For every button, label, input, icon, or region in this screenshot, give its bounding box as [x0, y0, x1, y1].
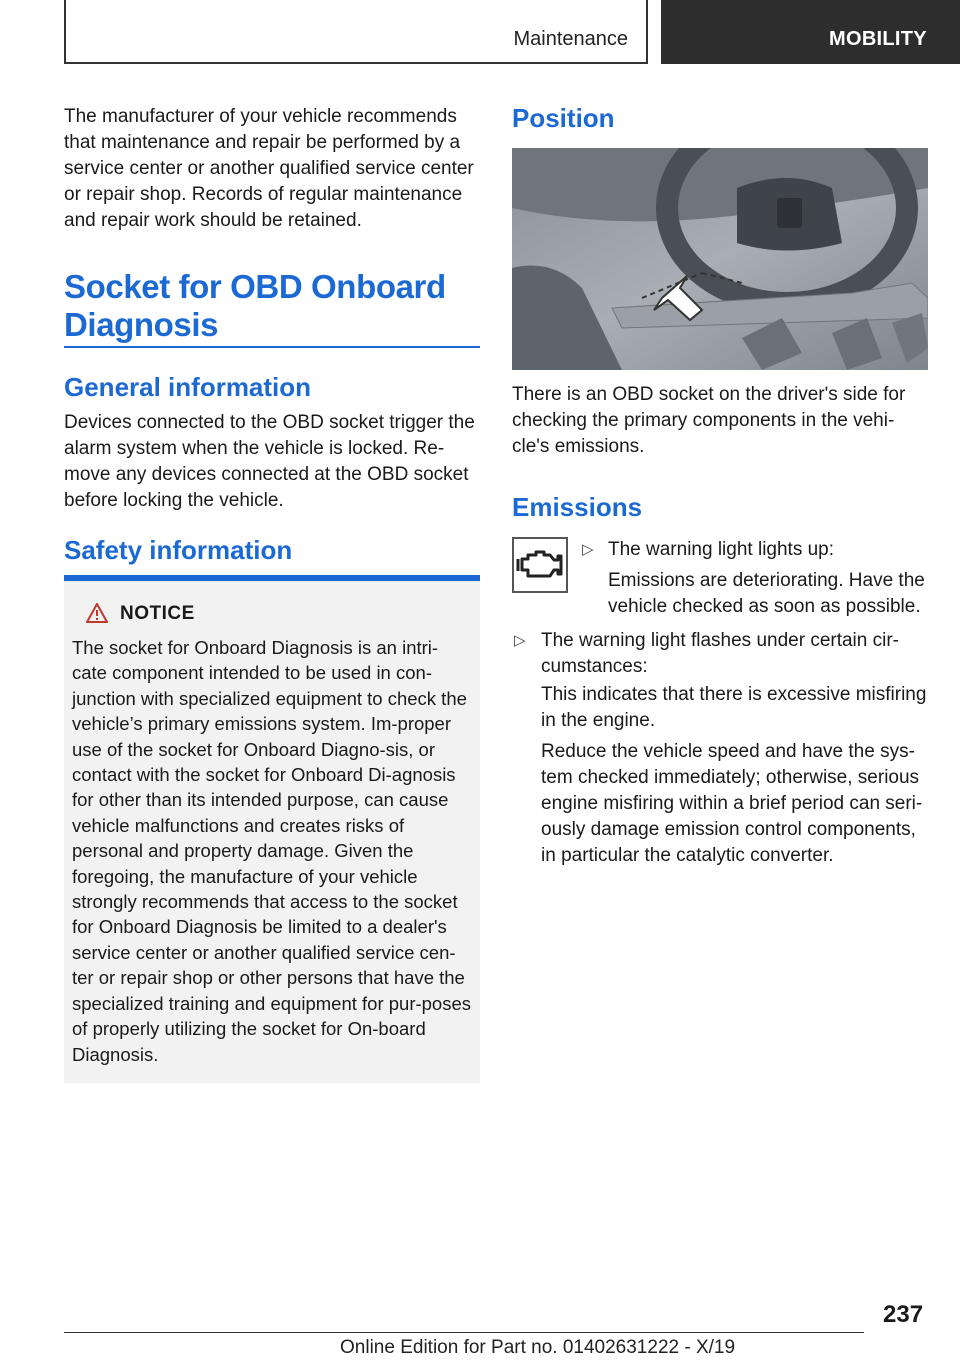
- triangle-bullet-icon: ▷: [514, 632, 526, 649]
- general-information-heading: General information: [64, 372, 312, 402]
- emissions-heading: Emissions: [512, 492, 643, 522]
- obd-socket-location-photo: [512, 148, 928, 370]
- intro-paragraph: The manufacturer of your vehicle recommends that maintenance and repair be performed by a service center or another qualified service center or repair shop. Records of regular maintenance and repair work should be retained.: [64, 106, 474, 231]
- title-divider: [64, 346, 480, 348]
- emissions-item-detail: This indicates that there is excessive misfiring in the engine.: [541, 684, 927, 731]
- position-text: There is an OBD socket on the driver's side for checking the primary components in the vehi-cle's emissions.: [512, 384, 906, 457]
- notice-text: The socket for Onboard Diagnosis is an intri-cate component intended to be used in con-junction with specialized equipment to check the vehicle’s primary emissions system. Im-proper use of the socket for Onboard Diagno-sis, or contact with the socket for Onboard Di-agnosis for other than its intended purpose, can cause vehicle malfunctions and creates risks of personal and property damage. Given the foregoing, the manufacture of your vehicle strongly recommends that access to the socket for Onboard Diagnosis be limited to a dealer's service center or another qualified service cen-ter or repair shop or other persons that have the specialized training and equipment for pur-poses of properly utilizing the socket for On-board Diagnosis.: [72, 637, 472, 1065]
- emissions-item-lead: The warning light lights up:: [608, 539, 835, 560]
- header-section-title: Maintenance: [513, 28, 628, 50]
- emissions-item-detail: Emissions are deteriorating. Have the vehicle checked as soon as possible.: [608, 570, 925, 617]
- footer-divider: [64, 1332, 864, 1333]
- notice-label: NOTICE: [120, 603, 195, 624]
- triangle-bullet-icon: ▷: [582, 541, 594, 558]
- page-number: 237: [883, 1301, 924, 1328]
- position-heading: Position: [512, 103, 615, 133]
- emissions-item-detail: Reduce the vehicle speed and have the sys-tem checked immediately; otherwise, serious engine misfiring within a brief period can seri-ously damage emission control components, in particular the catalytic converter.: [541, 741, 923, 866]
- emissions-indicator-box: [512, 537, 568, 593]
- page-title: Socket for OBD Onboard Diagnosis: [64, 268, 446, 343]
- notice-box: [64, 581, 480, 1083]
- general-information-text: Devices connected to the OBD socket trigger the alarm system when the vehicle is locked. Re-move any devices connected at the OBD socket before locking the vehicle.: [64, 412, 475, 511]
- header-chapter-tab: MOBILITY: [661, 0, 960, 64]
- emissions-item-lead: The warning light flashes under certain cir-cumstances:: [541, 630, 900, 677]
- warning-triangle-icon: [86, 603, 108, 623]
- edition-footer: Online Edition for Part no. 01402631222 - X/19: [340, 1337, 736, 1358]
- safety-information-heading: Safety information: [64, 535, 293, 565]
- check-engine-icon: [514, 539, 566, 591]
- header-section-box: [64, 0, 648, 64]
